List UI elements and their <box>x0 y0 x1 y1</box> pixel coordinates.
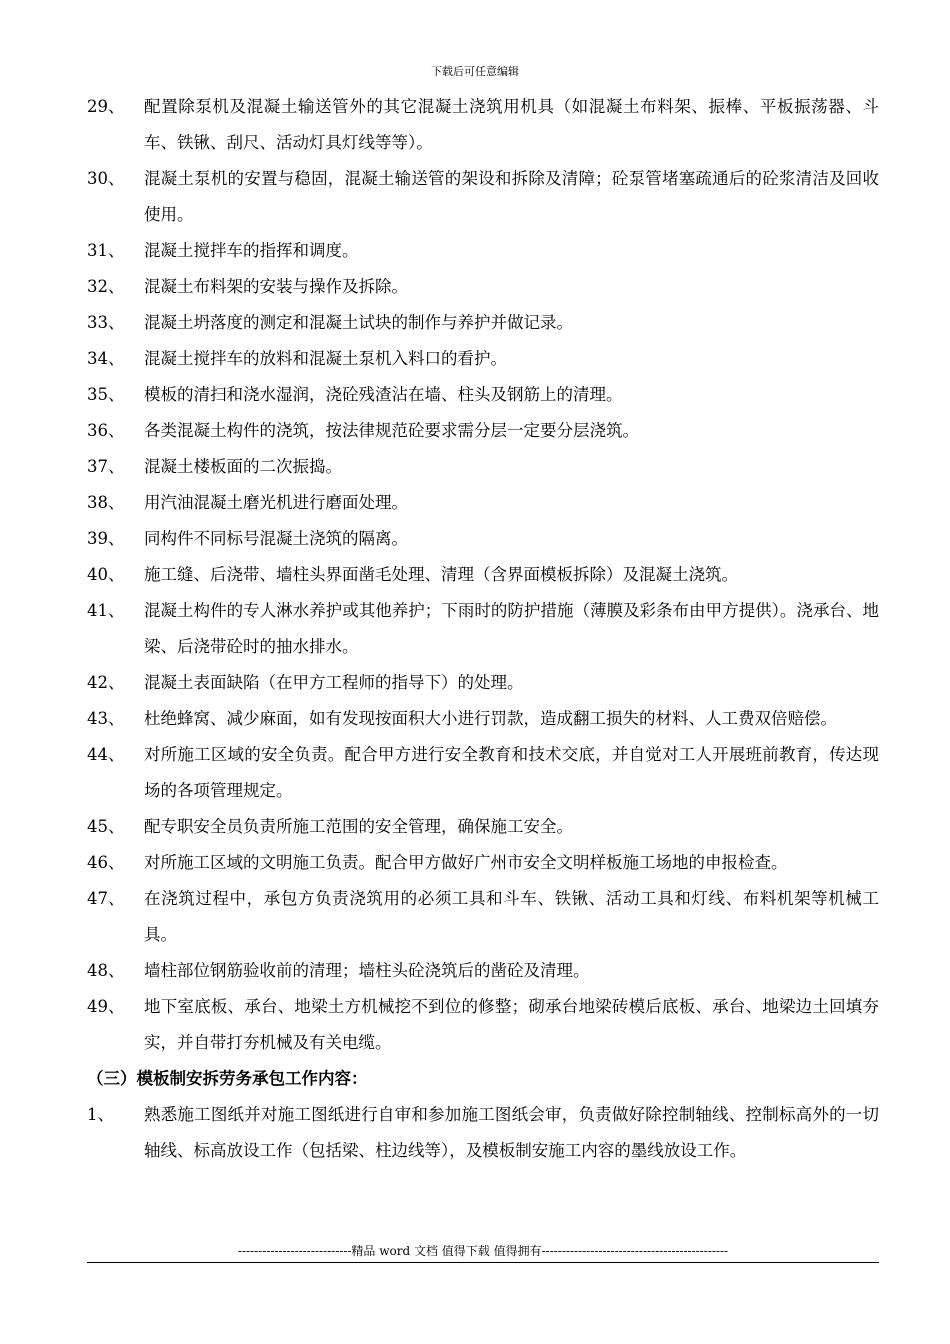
list-item <box>87 521 879 557</box>
list-item <box>87 485 879 521</box>
item-number: 48、 <box>87 961 125 980</box>
list-item <box>87 953 879 989</box>
item-text: 混凝土搅拌车的指挥和调度。 <box>144 241 359 260</box>
item-text: 混凝土楼板面的二次振捣。 <box>144 457 342 476</box>
page-footer: ----------------------------精品 word 文档 值得下载 值得拥有---------------------------------------------- <box>237 1244 729 1258</box>
section-title: （三）模板制安拆劳务承包工作内容： <box>87 1069 368 1088</box>
item-list-a <box>87 89 879 1061</box>
item-text: 对所施工区域的文明施工负责。配合甲方做好广州市安全文明样板施工场地的申报检查。 <box>144 853 788 872</box>
footer-divider <box>87 1262 879 1263</box>
list-item <box>87 305 879 341</box>
list-item <box>87 233 879 269</box>
item-number: 44、 <box>87 745 125 764</box>
item-number: 36、 <box>87 421 125 440</box>
item-text: 混凝土搅拌车的放料和混凝土泵机入料口的看护。 <box>144 349 507 368</box>
list-item <box>87 449 879 485</box>
item-text: 混凝土坍落度的测定和混凝土试块的制作与养护并做记录。 <box>144 313 573 332</box>
item-number: 41、 <box>87 601 125 620</box>
item-text: 混凝土布料架的安装与操作及拆除。 <box>144 277 408 296</box>
item-text: 同构件不同标号混凝土浇筑的隔离。 <box>144 529 408 548</box>
item-text: 用汽油混凝土磨光机进行磨面处理。 <box>144 493 408 512</box>
list-item <box>87 809 879 845</box>
list-item <box>87 665 879 701</box>
item-number: 33、 <box>87 313 125 332</box>
list-item <box>87 341 879 377</box>
list-item <box>87 737 879 809</box>
item-list-b <box>87 1097 879 1169</box>
item-number: 42、 <box>87 673 125 692</box>
item-text: 墙柱部位钢筋验收前的清理；墙柱头砼浇筑后的凿砼及清理。 <box>144 961 590 980</box>
item-text: 配置除泵机及混凝土输送管外的其它混凝土浇筑用机具（如混凝土布料架、振棒、平板振荡器、斗车、铁锹、刮尺、活动灯具灯线等等）。 <box>144 97 879 152</box>
item-text: 各类混凝土构件的浇筑，按法律规范砼要求需分层一定要分层浇筑。 <box>144 421 639 440</box>
item-number: 37、 <box>87 457 125 476</box>
item-text: 混凝土表面缺陷（在甲方工程师的指导下）的处理。 <box>144 673 524 692</box>
item-number: 31、 <box>87 241 125 260</box>
page-header: 下载后可任意编辑 <box>431 65 519 78</box>
item-number: 32、 <box>87 277 125 296</box>
item-number: 30、 <box>87 169 125 188</box>
item-text: 施工缝、后浇带、墙柱头界面凿毛处理、清理（含界面模板拆除）及混凝土浇筑。 <box>144 565 738 584</box>
item-number: 34、 <box>87 349 125 368</box>
item-number: 29、 <box>87 97 125 116</box>
document-body <box>87 89 879 1169</box>
list-item <box>87 269 879 305</box>
item-number: 40、 <box>87 565 125 584</box>
item-text: 配专职安全员负责所施工范围的安全管理，确保施工安全。 <box>144 817 573 836</box>
item-number: 49、 <box>87 997 125 1016</box>
item-text: 在浇筑过程中，承包方负责浇筑用的必须工具和斗车、铁锹、活动工具和灯线、布料机架等机械工具。 <box>144 889 879 944</box>
item-number: 39、 <box>87 529 125 548</box>
item-text: 混凝土泵机的安置与稳固，混凝土输送管的架设和拆除及清障；砼泵管堵塞疏通后的砼浆清洁及回收使用。 <box>144 169 879 224</box>
item-text: 熟悉施工图纸并对施工图纸进行自审和参加施工图纸会审，负责做好除控制轴线、控制标高外的一切轴线、标高放设工作（包括梁、柱边线等），及模板制安施工内容的墨线放设工作。 <box>144 1105 879 1160</box>
item-text: 混凝土构件的专人淋水养护或其他养护；下雨时的防护措施（薄膜及彩条布由甲方提供）。浇承台、地梁、后浇带砼时的抽水排水。 <box>144 601 879 656</box>
item-number: 38、 <box>87 493 125 512</box>
list-item <box>87 413 879 449</box>
list-item <box>87 593 879 665</box>
list-item <box>87 881 879 953</box>
item-text: 地下室底板、承台、地梁土方机械挖不到位的修整；砌承台地梁砖模后底板、承台、地梁边土回填夯实，并自带打夯机械及有关电缆。 <box>144 997 879 1052</box>
item-text: 模板的清扫和浇水湿润，浇砼残渣沾在墙、柱头及钢筋上的清理。 <box>144 385 623 404</box>
list-item <box>87 89 879 161</box>
item-text: 杜绝蜂窝、减少麻面，如有发现按面积大小进行罚款，造成翻工损失的材料、人工费双倍赔偿。 <box>144 709 837 728</box>
list-item <box>87 701 879 737</box>
item-number: 35、 <box>87 385 125 404</box>
item-number: 47、 <box>87 889 125 908</box>
list-item <box>87 377 879 413</box>
list-item <box>87 1097 879 1169</box>
list-item <box>87 557 879 593</box>
item-number: 45、 <box>87 817 125 836</box>
list-item <box>87 161 879 233</box>
list-item <box>87 989 879 1061</box>
list-item <box>87 845 879 881</box>
item-number: 1、 <box>87 1105 114 1124</box>
item-text: 对所施工区域的安全负责。配合甲方进行安全教育和技术交底，并自觉对工人开展班前教育，传达现场的各项管理规定。 <box>144 745 879 800</box>
item-number: 46、 <box>87 853 125 872</box>
item-number: 43、 <box>87 709 125 728</box>
